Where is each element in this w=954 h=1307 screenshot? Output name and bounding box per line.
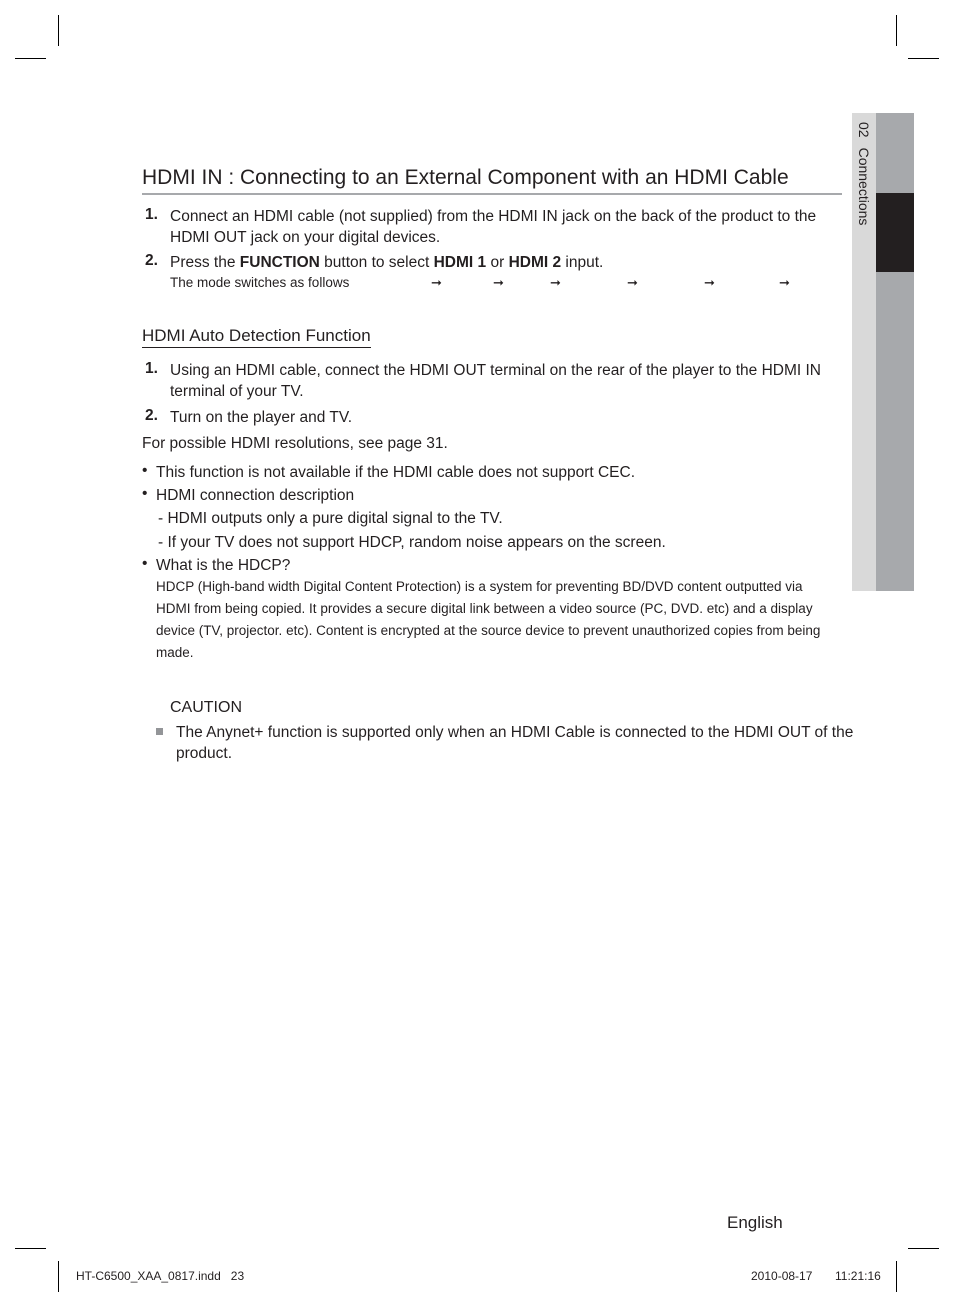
crop-mark: [15, 58, 46, 59]
caution-text: [176, 722, 853, 764]
mode-switch-text: The mode switches as follows: [170, 275, 350, 290]
hdcp-description: [156, 576, 820, 664]
step-2-middle-1: button to select: [319, 254, 434, 271]
auto-step-1-text: [170, 360, 821, 402]
crop-mark: [896, 15, 897, 46]
section-heading: HDMI Auto Detection Function: [142, 326, 371, 348]
title-divider: [142, 193, 842, 195]
side-tab-active-marker: [876, 193, 914, 272]
step-2-suffix: input.: [561, 254, 604, 271]
step-1-line-1: Connect an HDMI cable (not supplied) from the HDMI IN jack on the back of the product to the: [170, 208, 817, 225]
bullet-icon: •: [142, 555, 148, 572]
note-square-icon: [156, 728, 163, 735]
right-arrow-icon: ➞: [493, 275, 504, 290]
step-1-number: 1.: [145, 206, 158, 223]
step-1-line-2: HDMI OUT jack on your digital devices.: [170, 229, 441, 246]
right-arrow-icon: ➞: [627, 275, 638, 290]
function-key-label: FUNCTION: [239, 254, 320, 271]
auto-step-1-line-2: terminal of your TV.: [170, 383, 304, 400]
step-1-text: [170, 206, 816, 248]
caution-line-1: The Anynet+ function is supported only when an HDMI Cable is connected to the HDMI OUT of the: [176, 724, 854, 741]
hdcp-line: HDMI from being copied. It provides a secure digital link between a video source (PC, DVD. etc) and a display: [156, 601, 813, 616]
crop-mark: [58, 1261, 59, 1292]
sub-item-hdcp-noise: - If your TV does not support HDCP, random noise appears on the screen.: [158, 534, 666, 551]
auto-step-2-number: 2.: [145, 407, 158, 424]
bullet-what-is-hdcp: What is the HDCP?: [156, 557, 291, 574]
chapter-title: Connections: [856, 147, 872, 226]
caution-line-2: product.: [176, 745, 233, 762]
bullet-icon: •: [142, 485, 148, 502]
step-2-prefix: Press the: [170, 254, 240, 271]
page-title: HDMI IN : Connecting to an External Component with an HDMI Cable: [142, 166, 789, 189]
step-2-number: 2.: [145, 252, 158, 269]
page-language: English: [727, 1213, 783, 1232]
right-arrow-icon: ➞: [550, 275, 561, 290]
caution-label: CAUTION: [170, 699, 242, 716]
right-arrow-icon: ➞: [431, 275, 442, 290]
footer-time: 11:21:16: [835, 1269, 881, 1283]
crop-mark: [15, 1248, 46, 1249]
auto-step-1-line-1: Using an HDMI cable, connect the HDMI OUT terminal on the rear of the player to the HDMI IN: [170, 362, 821, 379]
crop-mark: [908, 58, 939, 59]
crop-mark: [58, 15, 59, 46]
hdcp-line: HDCP (High-band width Digital Content Protection) is a system for preventing BD/DVD content outputted via: [156, 579, 803, 594]
bullet-icon: •: [142, 462, 148, 479]
bullet-cec: This function is not available if the HDMI cable does not support CEC.: [156, 464, 636, 481]
side-tab-label: [856, 122, 872, 225]
hdcp-line: device (TV, projector. etc). Content is encrypted at the source device to prevent unauthorized copies from being: [156, 623, 821, 638]
step-2-text: [170, 252, 603, 273]
step-2-middle-2: or: [486, 254, 509, 271]
crop-mark: [896, 1261, 897, 1292]
auto-step-2-text: Turn on the player and TV.: [170, 409, 353, 426]
chapter-number: 02: [856, 122, 872, 138]
resolutions-note: For possible HDMI resolutions, see page 31.: [142, 435, 448, 452]
sub-item-digital-signal: - HDMI outputs only a pure digital signal to the TV.: [158, 510, 503, 527]
footer-file-name: HT-C6500_XAA_0817.indd 23: [76, 1269, 245, 1283]
right-arrow-icon: ➞: [779, 275, 790, 290]
bullet-connection-description: HDMI connection description: [156, 487, 355, 504]
hdcp-line: made.: [156, 645, 194, 660]
hdmi-2-label: HDMI 2: [508, 254, 562, 271]
footer-date: 2010-08-17: [751, 1269, 813, 1283]
right-arrow-icon: ➞: [704, 275, 715, 290]
side-tab-strip: [876, 113, 914, 591]
hdmi-1-label: HDMI 1: [433, 254, 487, 271]
auto-step-1-number: 1.: [145, 360, 158, 377]
crop-mark: [908, 1248, 939, 1249]
